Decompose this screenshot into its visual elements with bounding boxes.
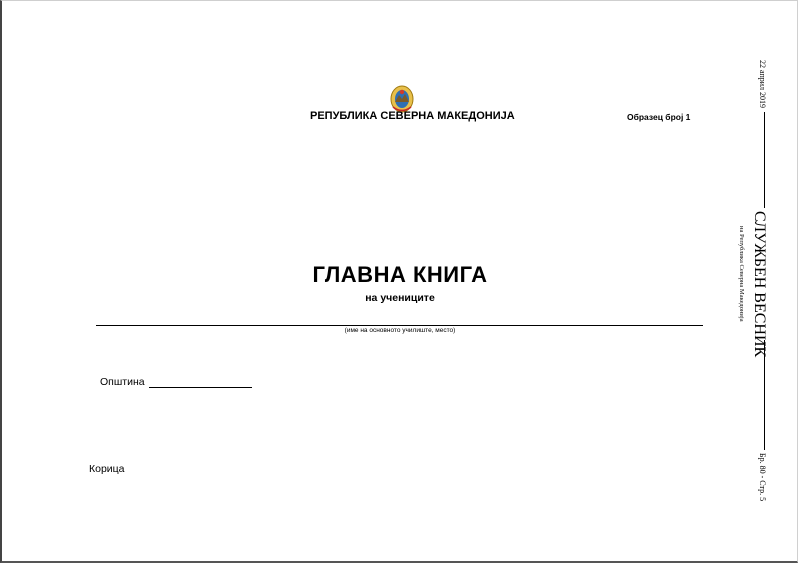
gazette-subtitle: на Република Северна Македонија <box>738 226 745 322</box>
school-name-fill-line <box>96 325 703 326</box>
document-subtitle: на учениците <box>365 292 435 304</box>
cover-label: Корица <box>89 463 125 475</box>
municipality-fill-line <box>149 377 252 388</box>
gazette-date: 22 април 2019 <box>758 60 767 108</box>
sample-number: Образец број 1 <box>627 112 691 122</box>
coat-of-arms-icon <box>389 83 415 113</box>
gazette-title: СЛУЖБЕН ВЕСНИК <box>751 211 768 358</box>
municipality-label: Општина <box>100 376 145 388</box>
municipality-field <box>100 376 252 388</box>
gazette-page-ref: Бр. 80 - Стр. 5 <box>758 453 767 502</box>
document-title: ГЛАВНА КНИГА <box>312 262 488 287</box>
school-name-caption: (име на основното училиште, место) <box>344 327 456 334</box>
side-rule-top <box>764 112 765 208</box>
country-name: РЕПУБЛИКА СЕВЕРНА МАКЕДОНИЈА <box>310 110 515 122</box>
